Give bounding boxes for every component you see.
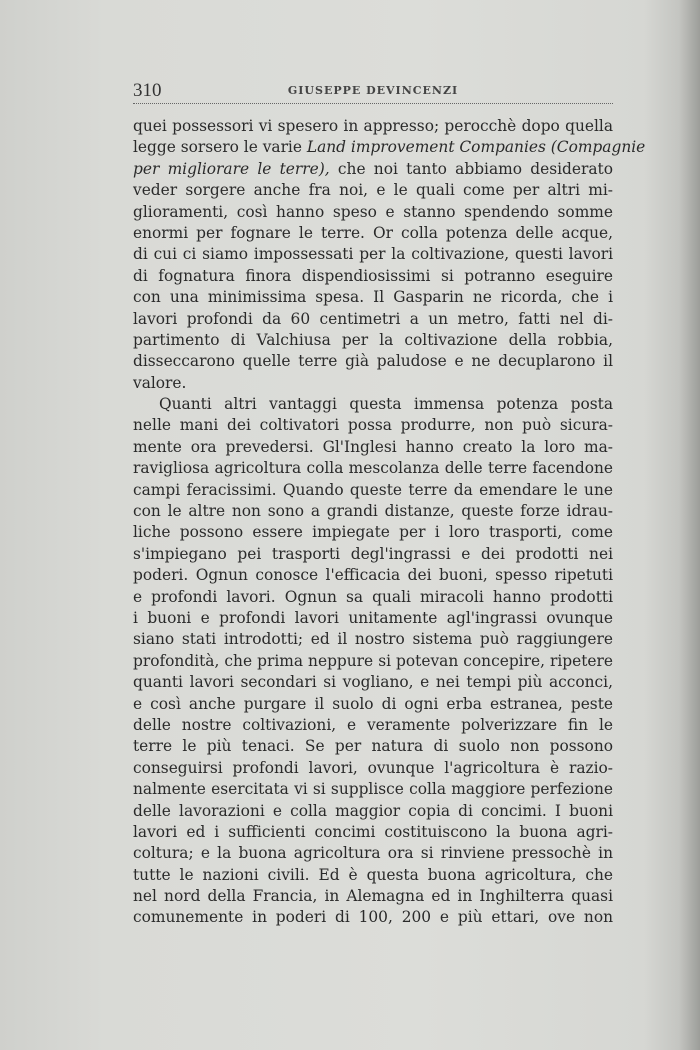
text-line bbox=[133, 309, 613, 330]
text-segment: ravigliosa agricoltura colla mescolanza delle terre facendone bbox=[133, 459, 613, 478]
text-line bbox=[133, 779, 613, 800]
text-line bbox=[133, 415, 613, 436]
text-line bbox=[133, 886, 613, 907]
text-line bbox=[133, 544, 613, 565]
text-segment: lavori profondi da 60 centimetri a un metro, fatti nel di- bbox=[133, 309, 613, 328]
text-line bbox=[133, 223, 613, 244]
italic-text: per migliorare le terre), bbox=[133, 159, 330, 178]
text-line bbox=[133, 629, 613, 650]
text-segment: partimento di Valchiusa per la coltivazione della robbia, bbox=[133, 330, 613, 349]
text-line bbox=[133, 522, 613, 543]
text-segment: lavori ed i sufficienti concimi costituiscono la buona agri- bbox=[133, 822, 613, 841]
text-line bbox=[133, 758, 613, 779]
text-line bbox=[133, 865, 613, 886]
text-line bbox=[133, 351, 613, 372]
text-segment: tutte le nazioni civili. Ed è questa buona agricoltura, che bbox=[133, 865, 613, 884]
text-segment: delle lavorazioni e colla maggior copia di concimi. I buoni bbox=[133, 801, 613, 820]
text-line bbox=[133, 672, 613, 693]
text-segment: e profondi lavori. Ognun sa quali miracoli hanno prodotti bbox=[133, 587, 613, 606]
italic-text: Land improvement Companies (Compagnie bbox=[306, 138, 646, 157]
text-segment: s'impiegano pei trasporti degl'ingrassi e dei prodotti nei bbox=[133, 544, 613, 563]
text-segment: siano stati introdotti; ed il nostro sistema può raggiungere bbox=[133, 630, 613, 649]
text-segment: nel nord della Francia, in Alemagna ed in Inghilterra quasi bbox=[133, 887, 613, 906]
text-line bbox=[133, 137, 646, 158]
text-line bbox=[133, 907, 613, 928]
text-line bbox=[133, 266, 613, 287]
text-segment: nalmente esercitata vi si supplisce colla maggiore perfezione bbox=[133, 780, 613, 799]
text-line bbox=[133, 394, 613, 415]
text-line bbox=[133, 480, 613, 501]
text-line bbox=[133, 801, 613, 822]
text-line bbox=[133, 651, 613, 672]
text-segment: liche possono essere impiegate per i loro trasporti, come bbox=[133, 523, 613, 542]
text-segment: comunemente in poderi di 100, 200 e più ettari, ove non bbox=[133, 908, 613, 927]
text-segment: profondità, che prima neppure si potevan concepire, ripetere bbox=[133, 651, 613, 670]
text-line bbox=[133, 244, 613, 265]
text-segment: quei possessori vi spesero in appresso; perocchè dopo quella bbox=[133, 117, 613, 135]
text-line bbox=[133, 501, 613, 522]
text-line bbox=[133, 330, 613, 351]
text-segment: campi feracissimi. Quando queste terre da emendare le une bbox=[133, 480, 613, 499]
header-rule bbox=[133, 103, 613, 104]
text-line bbox=[133, 843, 613, 864]
text-segment: mente ora prevedersi. Gl'Inglesi hanno creato la loro ma- bbox=[133, 437, 613, 456]
text-segment: nelle mani dei coltivatori possa produrre, non può sicura- bbox=[133, 416, 613, 435]
page-number: 310 bbox=[133, 80, 162, 101]
text-line bbox=[133, 587, 613, 608]
text-line bbox=[133, 822, 613, 843]
text-line bbox=[133, 116, 613, 137]
text-line bbox=[133, 736, 613, 757]
text-segment: i buoni e profondi lavori unitamente agl'ingrassi ovunque bbox=[133, 608, 613, 627]
text-line bbox=[133, 180, 613, 201]
text-line bbox=[133, 159, 613, 180]
text-segment: con le altre non sono a grandi distanze, queste forze idrau- bbox=[133, 502, 613, 521]
text-segment: di fognatura finora dispendiosissimi si potranno eseguire bbox=[133, 266, 613, 285]
text-segment: terre le più tenaci. Se per natura di suolo non possono bbox=[133, 737, 613, 756]
text-line bbox=[133, 565, 613, 586]
text-line bbox=[133, 458, 613, 479]
text-line bbox=[133, 373, 613, 394]
text-segment: Quanti altri vantaggi questa immensa potenza posta bbox=[159, 395, 613, 414]
text-segment: glioramenti, così hanno speso e stanno spendendo somme bbox=[133, 202, 613, 221]
text-segment: conseguirsi profondi lavori, ovunque l'agricoltura è razio- bbox=[133, 758, 613, 777]
text-segment: poderi. Ognun conosce l'efficacia dei buoni, spesso ripetuti bbox=[133, 566, 613, 585]
text-line bbox=[133, 287, 613, 308]
text-segment: enormi per fognare le terre. Or colla potenza delle acque, bbox=[133, 223, 613, 242]
text-line bbox=[133, 202, 613, 223]
text-segment: coltura; e la buona agricoltura ora si rinviene pressochè in bbox=[133, 844, 613, 863]
text-segment: di cui ci siamo impossessati per la coltivazione, questi lavori bbox=[133, 245, 613, 264]
body-text bbox=[133, 116, 646, 929]
text-segment: legge sorsero le varie bbox=[133, 138, 307, 157]
text-line bbox=[133, 694, 613, 715]
text-segment: con una minimissima spesa. Il Gasparin ne ricorda, che i bbox=[133, 288, 613, 307]
text-segment: che noi tanto abbiamo desiderato bbox=[329, 159, 613, 178]
text-line bbox=[133, 608, 613, 629]
text-segment: valore. bbox=[133, 373, 187, 392]
running-title: GIUSEPPE DEVINCENZI bbox=[287, 84, 459, 97]
text-segment: delle nostre coltivazioni, e veramente polverizzare fin le bbox=[133, 715, 613, 734]
text-line bbox=[133, 715, 613, 736]
text-segment: veder sorgere anche fra noi, e le quali come per altri mi- bbox=[133, 181, 613, 200]
text-segment: quanti lavori secondari si vogliano, e nei tempi più acconci, bbox=[133, 673, 613, 692]
text-segment: e così anche purgare il suolo di ogni erba estranea, peste bbox=[133, 694, 613, 713]
text-line bbox=[133, 437, 613, 458]
text-segment: disseccarono quelle terre già paludose e ne decuplarono il bbox=[133, 352, 613, 371]
